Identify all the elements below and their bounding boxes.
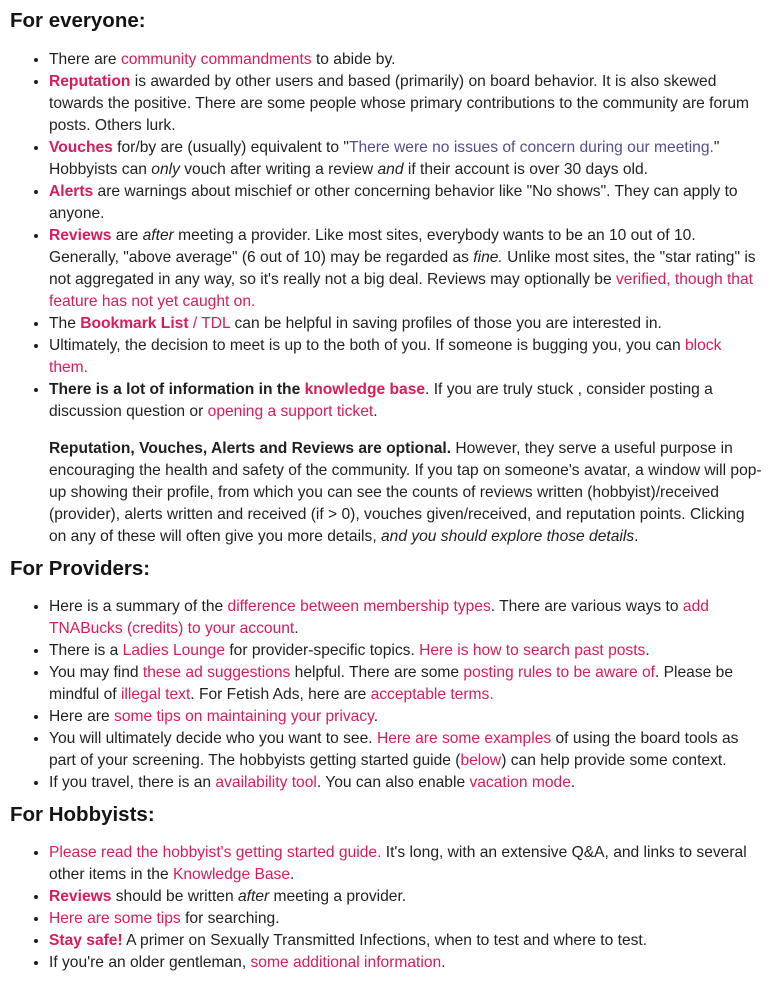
tdl-link[interactable]: TDL — [201, 315, 231, 332]
reviews-label: Reviews — [49, 888, 112, 905]
text: Unlike most sites, the "star rating" is not aggregated in any way, so it's really not a big deal. Reviews may optionally be — [49, 249, 756, 288]
vouch-meaning-link[interactable]: There were no issues of concern during our meeting. — [348, 139, 714, 156]
availability-tool-link[interactable]: availability tool — [215, 774, 317, 791]
vouches-label: Vouches — [49, 139, 113, 156]
text: . For Fetish Ads, here are — [190, 686, 371, 703]
list-item — [49, 640, 762, 662]
providers-list — [10, 596, 762, 794]
text: is awarded by other users and based (primarily) on board behavior. It is also skewed towards the positive. There are some people whose primary contributions to the community are forum posts. Others lurk. — [49, 73, 750, 134]
list-item — [49, 728, 762, 772]
text: You may find — [49, 664, 143, 681]
emphasis: only — [151, 161, 180, 178]
list-item — [49, 137, 762, 181]
text: " Hobbyists can — [49, 139, 720, 178]
list-item — [49, 952, 762, 974]
block-them-link[interactable]: block them. — [49, 337, 722, 376]
community-commandments-link[interactable]: community commandments — [120, 51, 312, 68]
text: . — [290, 866, 295, 883]
emphasis: fine. — [473, 249, 503, 266]
membership-types-link[interactable]: difference between membership types — [227, 598, 491, 615]
text: . There are various ways to — [490, 598, 683, 615]
text: There is a — [49, 642, 123, 659]
strong-text: There is a lot of information in the — [49, 381, 305, 398]
stay-safe-label: Stay safe! — [49, 932, 123, 949]
text: should be written — [111, 888, 238, 905]
illegal-text-link[interactable]: illegal text — [120, 686, 191, 703]
knowledge-base-link[interactable]: Knowledge Base — [172, 866, 290, 883]
list-item — [49, 225, 762, 313]
vacation-mode-link[interactable]: vacation mode — [469, 774, 571, 791]
text: for/by are (usually) equivalent to " — [112, 139, 349, 156]
text: . — [645, 642, 650, 659]
list-item — [49, 706, 762, 728]
text: Ultimately, the decision to meet is up to the both of you. If someone is bugging you, you can — [49, 337, 685, 354]
posting-rules-link[interactable]: posting rules to be aware of — [463, 664, 655, 681]
text: can be helpful in saving profiles of those you are interested in. — [230, 315, 662, 332]
text: of using the board tools as part of your screening. The hobbyists getting started guide ( — [49, 730, 739, 769]
text: / — [188, 315, 202, 332]
additional-information-link[interactable]: some additional information — [250, 954, 442, 971]
acceptable-terms-link[interactable]: acceptable terms. — [370, 686, 494, 703]
text: ) can help provide some context. — [501, 752, 727, 769]
list-item — [49, 335, 762, 379]
text: if their account is over 30 days old. — [403, 161, 648, 178]
optional-features-note — [49, 438, 762, 548]
text: vouch after writing a review — [179, 161, 378, 178]
screening-examples-link[interactable]: Here are some examples — [376, 730, 552, 747]
support-ticket-link[interactable]: opening a support ticket — [207, 403, 374, 420]
heading-for-hobbyists: For Hobbyists: — [10, 803, 155, 826]
text: A primer on Sexually Transmitted Infections, when to test and where to test. — [122, 932, 648, 949]
knowledge-base-link[interactable]: knowledge base — [304, 381, 426, 398]
list-item — [49, 908, 762, 930]
text: meeting a provider. Like most sites, everybody wants to be an 10 out of 10. Generally, "above average" (6 out of 10) may be regarded as — [49, 227, 696, 266]
text: meeting a provider. — [269, 888, 407, 905]
reviews-label: Reviews — [49, 227, 112, 244]
text: are warnings about mischief or other concerning behavior like "No shows". They can apply to anyone. — [49, 183, 738, 222]
emphasis: after — [142, 227, 174, 244]
text: . You can also enable — [316, 774, 470, 791]
text: . — [441, 954, 446, 971]
text: . — [373, 708, 379, 725]
text: are — [111, 227, 143, 244]
list-item — [49, 596, 762, 640]
strong-text: Reputation, Vouches, Alerts and Reviews are optional. — [49, 440, 452, 457]
text: for provider-specific topics. — [225, 642, 420, 659]
reputation-label: Reputation — [49, 73, 131, 90]
text: . If you are truly stuck , consider posting a discussion question or — [49, 381, 713, 420]
ladies-lounge-link[interactable]: Ladies Lounge — [122, 642, 225, 659]
bookmark-list-label: Bookmark List — [80, 315, 189, 332]
list-item — [49, 49, 762, 71]
search-past-posts-link[interactable]: Here is how to search past posts — [419, 642, 646, 659]
privacy-tips-link[interactable]: some tips on maintaining your privacy — [114, 708, 374, 725]
text: If you travel, there is an — [49, 774, 216, 791]
list-item — [49, 71, 762, 137]
add-tnabucks-link[interactable]: add TNABucks (credits) to your account — [49, 598, 709, 637]
everyone-list — [10, 49, 762, 423]
heading-for-providers: For Providers: — [10, 557, 151, 580]
emphasis: and you should explore those details — [380, 528, 635, 545]
text: If you're an older gentleman, — [49, 954, 251, 971]
text: There are — [49, 51, 121, 68]
text: Here is a summary of the — [49, 598, 228, 615]
list-item — [49, 886, 762, 908]
ad-suggestions-link[interactable]: these ad suggestions — [142, 664, 291, 681]
list-item — [49, 930, 762, 952]
text: . — [294, 620, 299, 637]
list-item — [49, 313, 762, 335]
list-item — [49, 379, 762, 423]
text: You will ultimately decide who you want to see. — [49, 730, 377, 747]
heading-for-everyone: For everyone: — [10, 9, 146, 32]
emphasis: after — [237, 888, 270, 905]
text: . — [373, 403, 378, 420]
hobbyists-list — [10, 842, 762, 974]
text: for searching. — [180, 910, 280, 927]
text: . — [634, 528, 639, 545]
text: . — [570, 774, 576, 791]
emphasis: and — [377, 161, 404, 178]
list-item — [49, 772, 762, 794]
list-item — [49, 662, 762, 706]
text: It's long, with an extensive Q&A, and links to several other items in the — [49, 844, 747, 883]
text: However, they serve a useful purpose in encouraging the health and safety of the community. If you tap on someone's avatar, a window will pop-up showing their profile, from which you can see the counts of reviews written (hobbyist)/received (provider), alerts written and received (if > 0), vouches given/received, and reputation points. Clicking on any of these will often give you more details, — [49, 440, 762, 545]
verified-reviews-link[interactable]: verified, though that feature has not yet caught on. — [49, 271, 753, 310]
search-tips-link[interactable]: Here are some tips — [49, 910, 181, 927]
getting-started-guide-link[interactable]: Please read the hobbyist's getting started guide. — [49, 844, 382, 861]
list-item — [49, 842, 762, 886]
text: The — [49, 315, 81, 332]
alerts-label: Alerts — [49, 183, 94, 200]
text: Here are — [49, 708, 115, 725]
list-item — [49, 181, 762, 225]
text: to abide by. — [311, 51, 396, 68]
below-link[interactable]: below — [460, 752, 502, 769]
text: helpful. There are some — [290, 664, 464, 681]
text: . Please be mindful of — [49, 664, 733, 703]
